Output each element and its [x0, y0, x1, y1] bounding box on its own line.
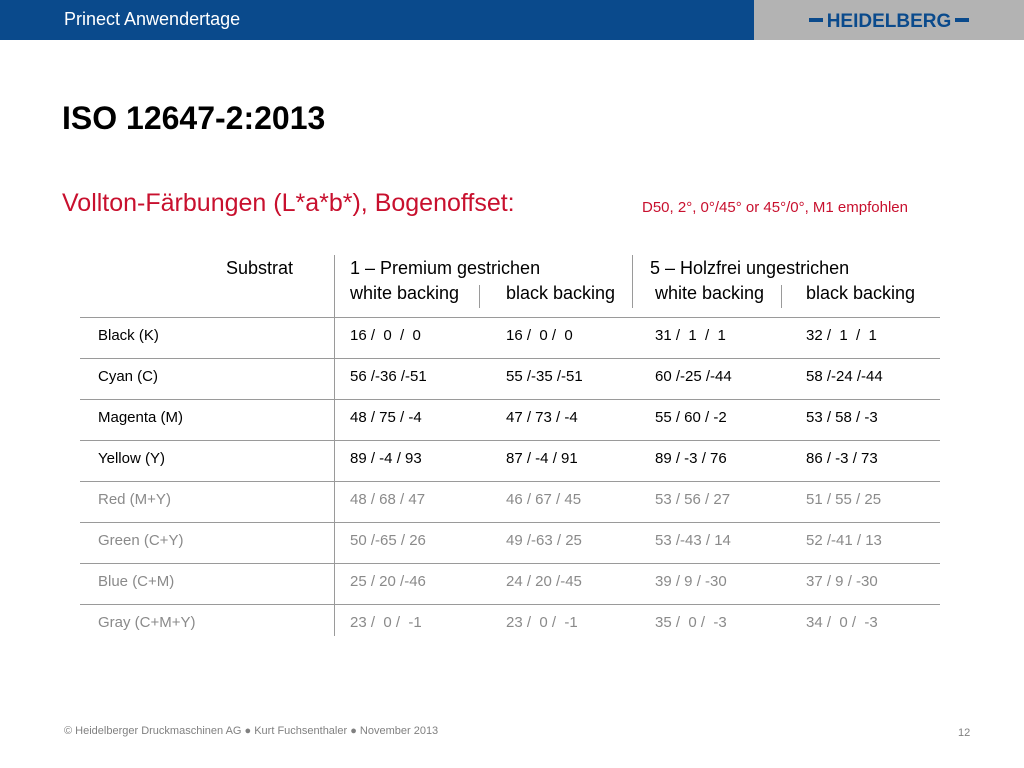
substrate-label: Substrat — [226, 258, 294, 278]
col-header-3: white backing — [655, 283, 765, 303]
row-label: Magenta (M) — [98, 409, 184, 426]
cell-value: 37 / 9 / -30 — [806, 573, 878, 590]
row-label: Green (C+Y) — [98, 532, 184, 549]
measurement-conditions: D50, 2°, 0°/45° or 45°/0°, M1 empfohlen — [642, 199, 908, 216]
cell-value: 35 / 0 / -3 — [655, 614, 727, 631]
divider-groups — [632, 255, 633, 308]
logo-area — [754, 0, 1024, 40]
cell-value: 53 / 56 / 27 — [655, 491, 731, 508]
cell-value: 16 / 0 / 0 — [506, 327, 573, 344]
cell-value: 49 /-63 / 25 — [506, 532, 582, 549]
group-header-holzfrei: 5 – Holzfrei ungestrichen — [650, 258, 850, 278]
divider-col34 — [781, 285, 782, 308]
cell-value: 56 /-36 /-51 — [350, 368, 427, 385]
row-label: Red (M+Y) — [98, 491, 171, 508]
cell-value: 89 / -4 / 93 — [350, 450, 422, 467]
cell-value: 89 / -3 / 76 — [655, 450, 727, 467]
slide-title: ISO 12647-2:2013 — [62, 100, 326, 136]
cell-value: 53 /-43 / 14 — [655, 532, 731, 549]
cell-value: 58 /-24 /-44 — [806, 368, 883, 385]
slide-subtitle: Vollton-Färbungen (L*a*b*), Bogenoffset: — [62, 189, 515, 217]
cell-value: 48 / 75 / -4 — [350, 409, 422, 426]
cell-value: 86 / -3 / 73 — [806, 450, 878, 467]
footer-text: © Heidelberger Druckmaschinen AG ● Kurt Fuchsenthaler ● November 2013 — [64, 725, 439, 737]
row-label: Blue (C+M) — [98, 573, 175, 590]
cell-value: 51 / 55 / 25 — [806, 491, 882, 508]
cell-value: 16 / 0 / 0 — [350, 327, 421, 344]
col-header-2: black backing — [506, 283, 616, 303]
cell-value: 25 / 20 /-46 — [350, 573, 426, 590]
cell-value: 47 / 73 / -4 — [506, 409, 578, 426]
row-separator — [80, 317, 940, 318]
cell-value: 87 / -4 / 91 — [506, 450, 578, 467]
cell-value: 32 / 1 / 1 — [806, 327, 877, 344]
cell-value: 52 /-41 / 13 — [806, 532, 882, 549]
row-separator — [80, 440, 940, 441]
row-label: Cyan (C) — [98, 368, 159, 385]
row-label: Gray (C+M+Y) — [98, 614, 196, 631]
row-separator — [80, 358, 940, 359]
header-bar — [0, 0, 754, 40]
cell-value: 53 / 58 / -3 — [806, 409, 878, 426]
row-separator — [80, 399, 940, 400]
row-separator — [80, 604, 940, 605]
cell-value: 46 / 67 / 45 — [506, 491, 582, 508]
row-separator — [80, 563, 940, 564]
logo-text: HEIDELBERG — [826, 11, 952, 32]
col-header-1: white backing — [350, 283, 460, 303]
cell-value: 50 /-65 / 26 — [350, 532, 426, 549]
divider-substrate — [334, 255, 335, 636]
event-title: Prinect Anwendertage — [64, 9, 241, 29]
page-number: 12 — [958, 727, 971, 739]
cell-value: 31 / 1 / 1 — [655, 327, 726, 344]
row-label: Black (K) — [98, 327, 159, 344]
row-separator — [80, 481, 940, 482]
heidelberg-logo — [809, 8, 969, 32]
cell-value: 39 / 9 / -30 — [655, 573, 727, 590]
cell-value: 48 / 68 / 47 — [350, 491, 426, 508]
col-header-4: black backing — [806, 283, 916, 303]
row-label: Yellow (Y) — [98, 450, 165, 467]
cell-value: 34 / 0 / -3 — [806, 614, 878, 631]
cell-value: 23 / 0 / -1 — [506, 614, 578, 631]
cell-value: 60 /-25 /-44 — [655, 368, 732, 385]
cell-value: 55 / 60 / -2 — [655, 409, 727, 426]
row-separator — [80, 522, 940, 523]
cell-value: 55 /-35 /-51 — [506, 368, 583, 385]
divider-col12 — [479, 285, 480, 308]
cell-value: 24 / 20 /-45 — [506, 573, 582, 590]
group-header-premium: 1 – Premium gestrichen — [350, 258, 541, 278]
cell-value: 23 / 0 / -1 — [350, 614, 422, 631]
